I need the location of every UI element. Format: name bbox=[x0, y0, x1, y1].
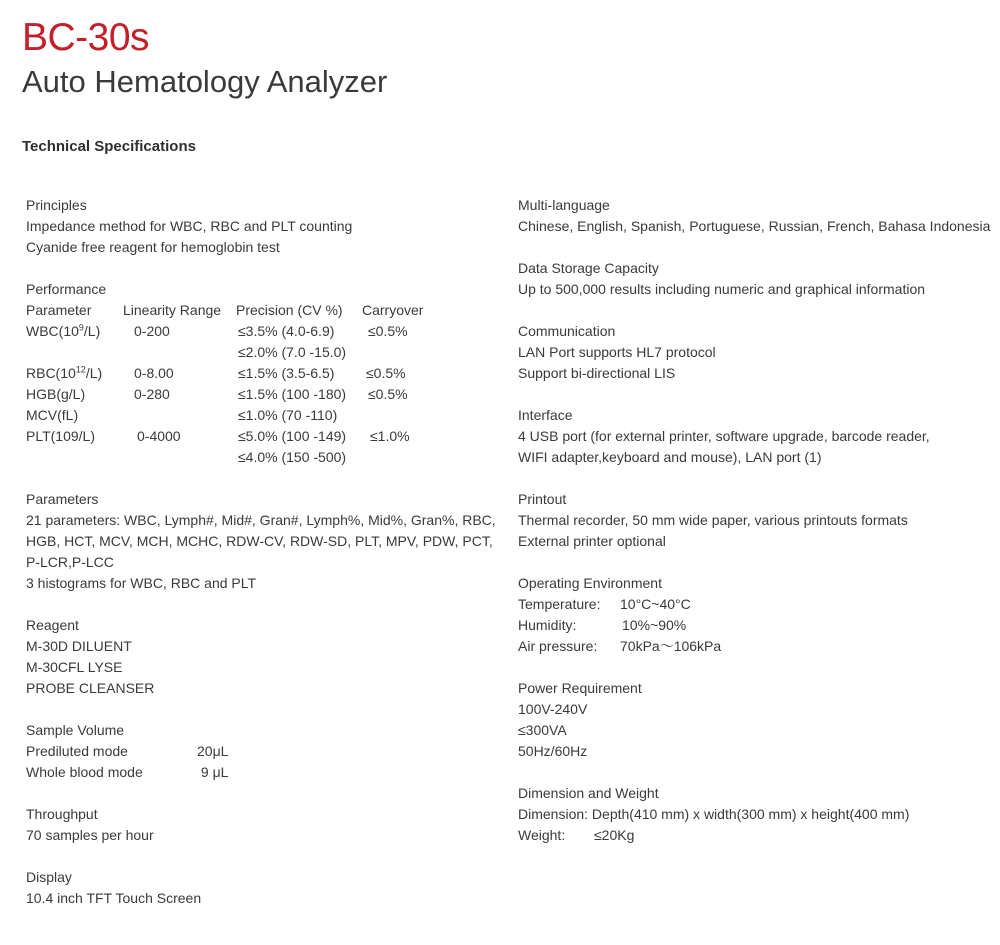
interface-line: WIFI adapter,keyboard and mouse), LAN port (1) bbox=[518, 449, 822, 465]
data-storage-section bbox=[518, 258, 988, 300]
cell-carryover bbox=[362, 447, 442, 468]
env-value: 10%~90% bbox=[622, 617, 687, 633]
reagent-line: M-30D DILUENT bbox=[26, 638, 132, 654]
cell-linearity: 0-200 bbox=[134, 323, 170, 339]
cell-carryover: ≤0.5% bbox=[368, 323, 408, 339]
cell-precision: ≤4.0% (150 -500) bbox=[238, 449, 347, 465]
reagent-section bbox=[26, 615, 496, 699]
communication-section bbox=[518, 321, 988, 384]
cell-parameter: PLT(109/L) bbox=[26, 428, 95, 444]
cell-carryover: ≤1.0% bbox=[370, 428, 410, 444]
throughput-title: Throughput bbox=[26, 806, 98, 822]
env-label: Temperature: bbox=[518, 596, 601, 612]
cell-parameter: $WBC(10^9/L)$ bbox=[26, 322, 101, 339]
dimension-weight-section bbox=[518, 783, 988, 846]
multi-language-line: Chinese, English, Spanish, Portuguese, Russian, French, Bahasa Indonesia bbox=[518, 218, 991, 234]
parameters-line: P-LCR,P-LCC bbox=[26, 554, 114, 570]
header-precision: Precision (CV %) bbox=[236, 302, 343, 318]
parameters-title: Parameters bbox=[26, 491, 99, 507]
display-section bbox=[26, 867, 496, 909]
cell-carryover: ≤0.5% bbox=[366, 365, 406, 381]
communication-title: Communication bbox=[518, 323, 616, 339]
product-subtitle: Auto Hematology Analyzer bbox=[22, 64, 388, 99]
cell-linearity: 0-8.00 bbox=[134, 365, 174, 381]
printout-line: Thermal recorder, 50 mm wide paper, various printouts formats bbox=[518, 512, 908, 528]
data-storage-line: Up to 500,000 results including numeric and graphical information bbox=[518, 281, 926, 297]
performance-title: Performance bbox=[26, 281, 107, 297]
throughput-line: 70 samples per hour bbox=[26, 827, 154, 843]
weight-label: Weight: bbox=[518, 827, 566, 843]
display-title: Display bbox=[26, 869, 72, 885]
printout-section bbox=[518, 489, 988, 552]
header-parameter: Parameter bbox=[26, 302, 92, 318]
principles-line: Cyanide free reagent for hemoglobin test bbox=[26, 239, 280, 255]
sample-mode-value: 20μL bbox=[197, 743, 229, 759]
principles-line: Impedance method for WBC, RBC and PLT counting bbox=[26, 218, 353, 234]
reagent-title: Reagent bbox=[26, 617, 79, 633]
weight-value: ≤20Kg bbox=[594, 827, 635, 843]
env-label: Air pressure: bbox=[518, 638, 598, 654]
multi-language-title: Multi-language bbox=[518, 197, 610, 213]
header-carryover: Carryover bbox=[362, 302, 424, 318]
data-storage-title: Data Storage Capacity bbox=[518, 260, 659, 276]
communication-line: LAN Port supports HL7 protocol bbox=[518, 344, 716, 360]
weight-row bbox=[518, 825, 988, 846]
cell-carryover: ≤0.5% bbox=[368, 386, 408, 402]
sample-mode-value: 9 μL bbox=[197, 764, 229, 780]
sample-mode-label: Whole blood mode bbox=[26, 764, 143, 780]
cell-precision: ≤2.0% (7.0 -15.0) bbox=[238, 344, 347, 360]
sample-mode-label: Prediluted mode bbox=[26, 743, 128, 759]
reagent-line: PROBE CLEANSER bbox=[26, 680, 155, 696]
operating-environment-section bbox=[518, 573, 988, 657]
interface-line: 4 USB port (for external printer, software upgrade, barcode reader, bbox=[518, 428, 930, 444]
dimension-weight-title: Dimension and Weight bbox=[518, 785, 659, 801]
interface-title: Interface bbox=[518, 407, 573, 423]
principles-section bbox=[26, 195, 496, 258]
communication-line: Support bi-directional LIS bbox=[518, 365, 676, 381]
cell-carryover bbox=[362, 405, 442, 426]
multi-language-section bbox=[518, 195, 991, 237]
env-value: 10°C~40°C bbox=[620, 596, 691, 612]
principles-title: Principles bbox=[26, 197, 87, 213]
env-label: Humidity: bbox=[518, 617, 577, 633]
power-line: ≤300VA bbox=[518, 722, 567, 738]
power-section bbox=[518, 678, 988, 762]
cell-linearity bbox=[123, 342, 236, 363]
sample-volume-table bbox=[26, 741, 496, 783]
display-line: 10.4 inch TFT Touch Screen bbox=[26, 890, 202, 906]
section-heading: Technical Specifications bbox=[22, 138, 196, 155]
cell-linearity: 0-280 bbox=[134, 386, 170, 402]
reagent-line: M-30CFL LYSE bbox=[26, 659, 123, 675]
cell-parameter: MCV(fL) bbox=[26, 407, 79, 423]
operating-environment-title: Operating Environment bbox=[518, 575, 662, 591]
performance-section bbox=[26, 279, 496, 468]
cell-parameter bbox=[26, 342, 123, 363]
performance-table bbox=[26, 300, 496, 468]
cell-precision: ≤3.5% (4.0-6.9) bbox=[238, 323, 335, 339]
cell-linearity bbox=[123, 447, 236, 468]
cell-linearity bbox=[123, 405, 236, 426]
env-value: 70kPa～106kPa bbox=[620, 638, 722, 654]
operating-environment-table bbox=[518, 594, 988, 657]
cell-precision: ≤1.0% (70 -110) bbox=[238, 407, 338, 423]
product-model: BC-30s bbox=[22, 16, 150, 59]
left-column bbox=[26, 195, 496, 930]
cell-carryover bbox=[362, 342, 442, 363]
right-column bbox=[518, 195, 991, 867]
parameters-line: HGB, HCT, MCV, MCH, MCHC, RDW-CV, RDW-SD, PLT, MPV, PDW, PCT, bbox=[26, 533, 493, 549]
parameters-line: 21 parameters: WBC, Lymph#, Mid#, Gran#, Lymph%, Mid%, Gran%, RBC, bbox=[26, 512, 496, 528]
cell-precision: ≤1.5% (100 -180) bbox=[238, 386, 347, 402]
cell-parameter: $RBC(10^{12}/L)$ bbox=[26, 364, 103, 381]
power-line: 50Hz/60Hz bbox=[518, 743, 588, 759]
cell-linearity: 0-4000 bbox=[137, 428, 181, 444]
parameters-section bbox=[26, 489, 496, 594]
cell-precision: ≤5.0% (100 -149) bbox=[238, 428, 347, 444]
printout-line: External printer optional bbox=[518, 533, 666, 549]
cell-parameter bbox=[26, 447, 123, 468]
power-line: 100V-240V bbox=[518, 701, 588, 717]
parameters-line: 3 histograms for WBC, RBC and PLT bbox=[26, 575, 257, 591]
dimension-line: Dimension: Depth(410 mm) x width(300 mm) x height(400 mm) bbox=[518, 806, 910, 822]
cell-precision: ≤1.5% (3.5-6.5) bbox=[238, 365, 335, 381]
header-linearity: Linearity Range bbox=[123, 302, 222, 318]
throughput-section bbox=[26, 804, 496, 846]
sample-volume-section bbox=[26, 720, 496, 783]
cell-parameter: HGB(g/L) bbox=[26, 386, 86, 402]
sample-volume-title: Sample Volume bbox=[26, 722, 125, 738]
power-title: Power Requirement bbox=[518, 680, 642, 696]
interface-section bbox=[518, 405, 988, 468]
printout-title: Printout bbox=[518, 491, 567, 507]
